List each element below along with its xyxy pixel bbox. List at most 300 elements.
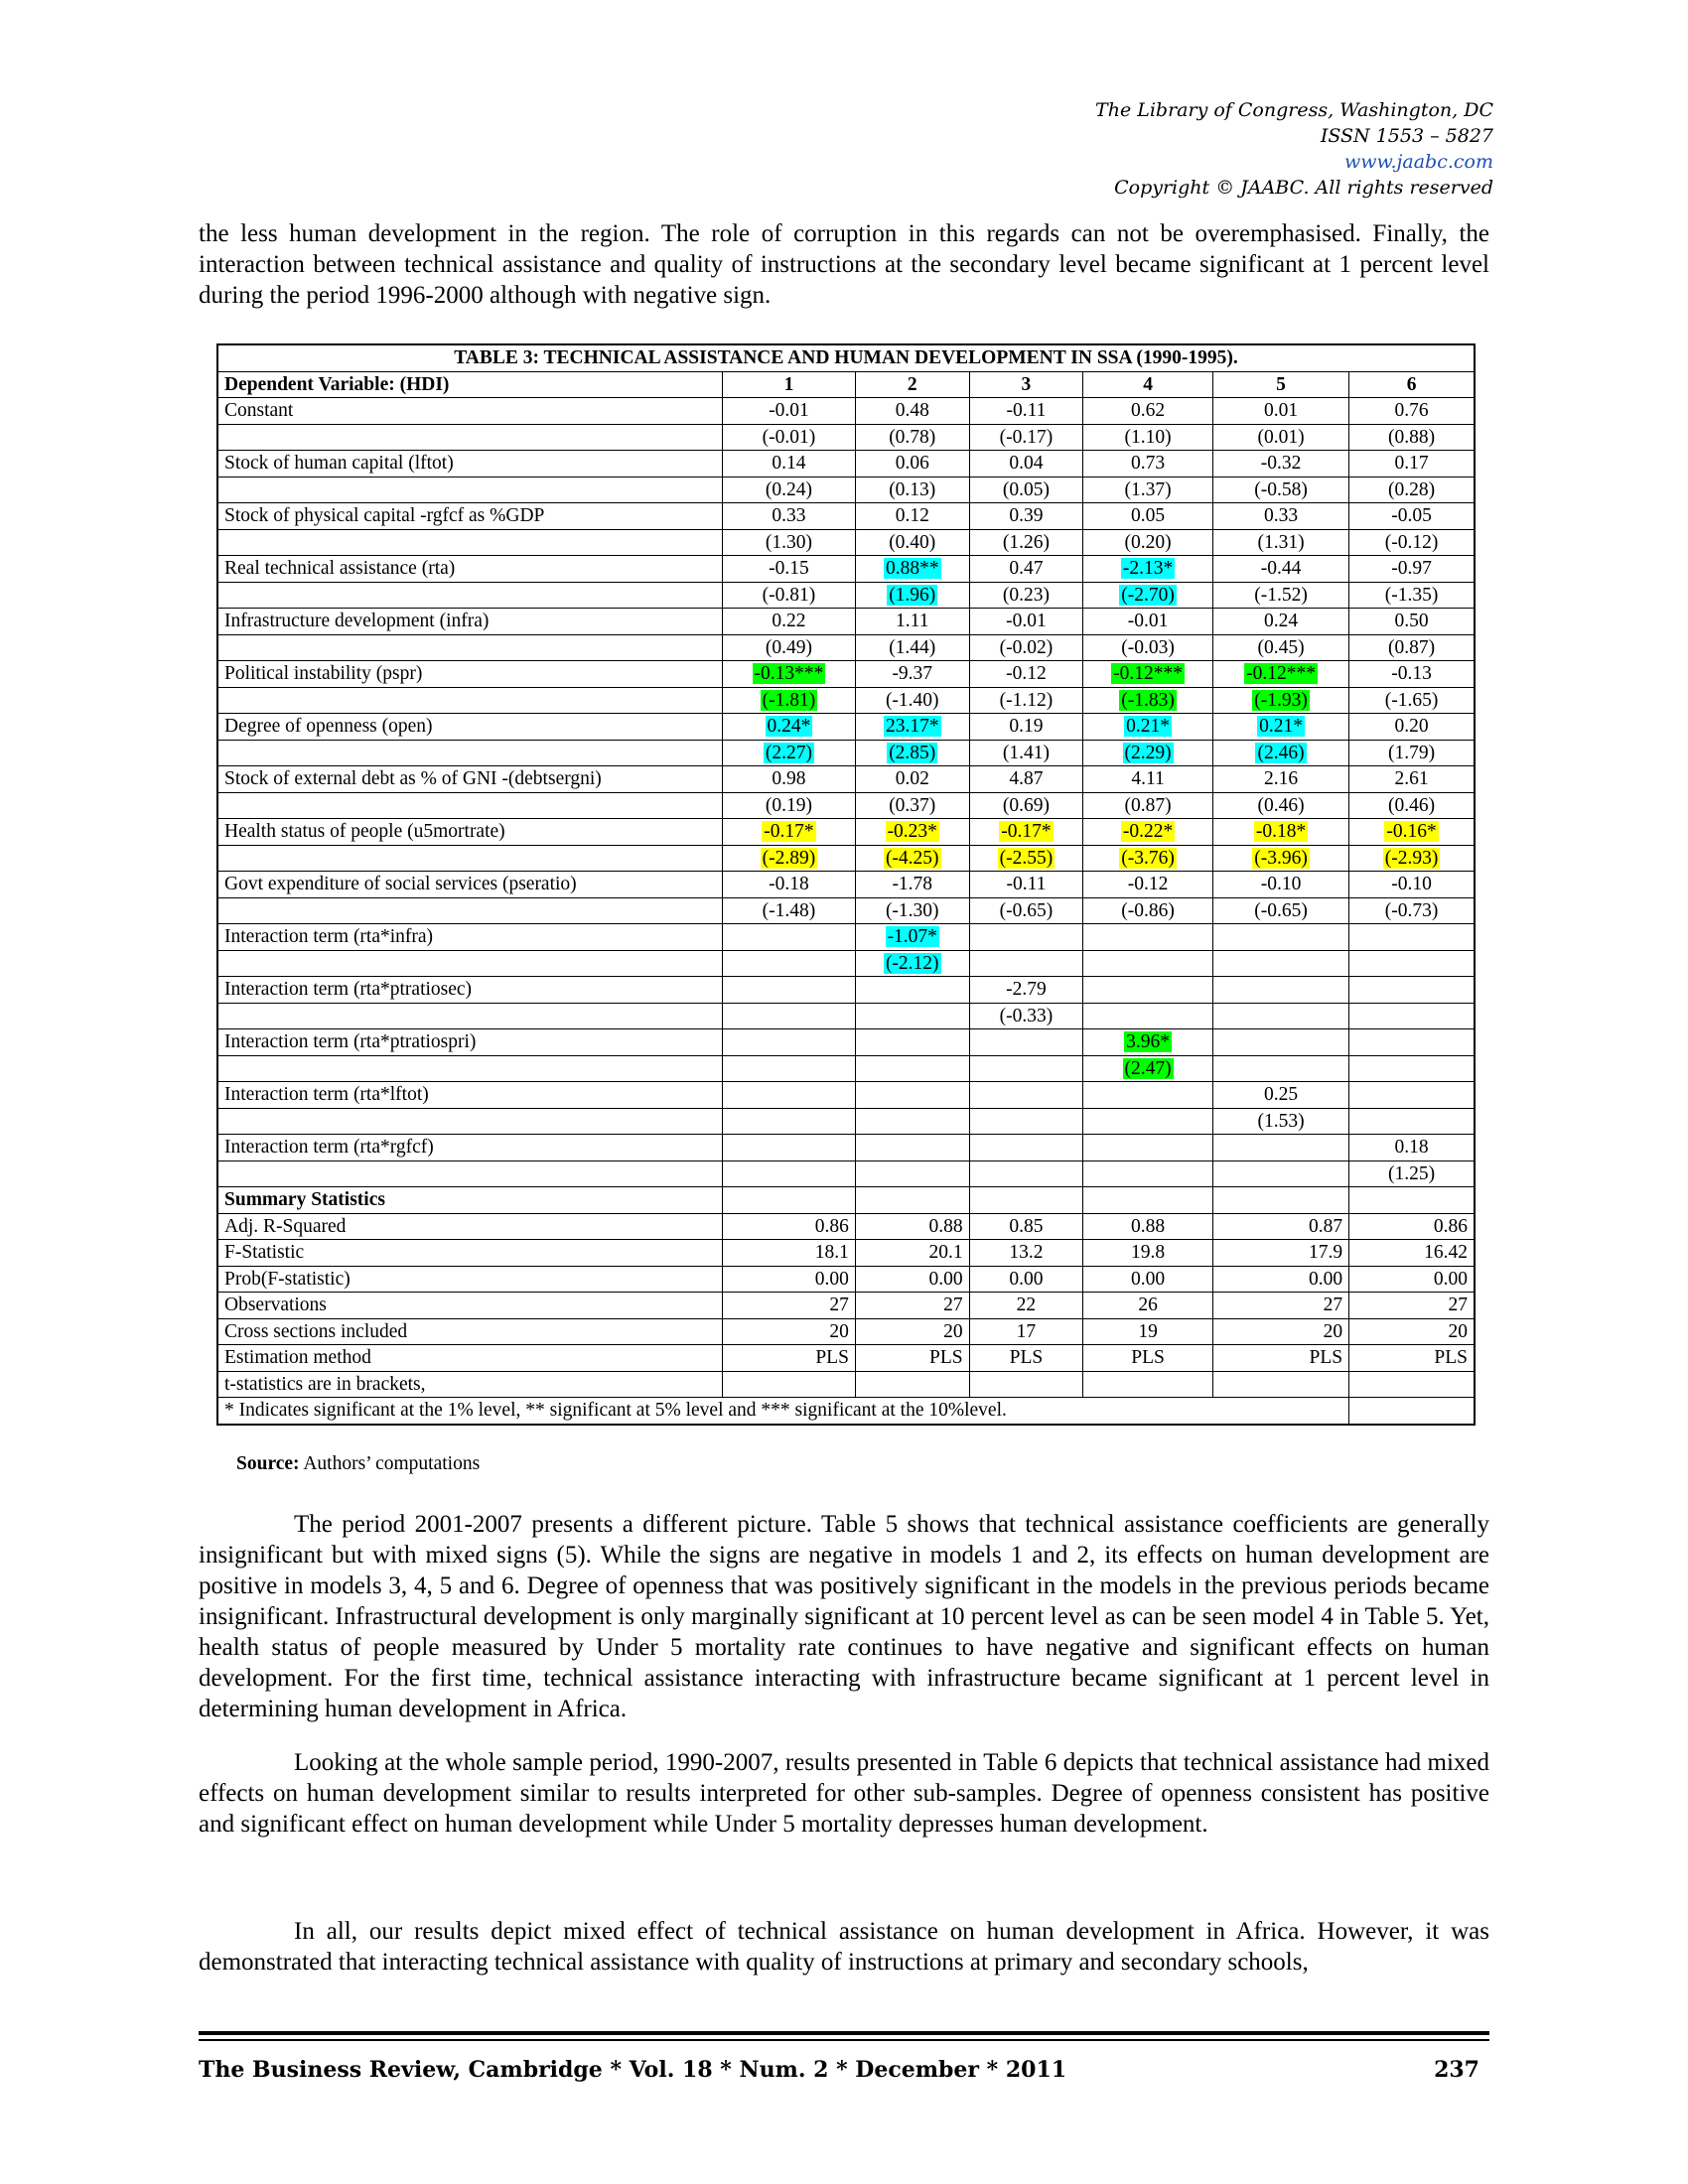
tstat-cell: (-0.65) <box>969 897 1083 924</box>
summary-value: 27 <box>855 1293 969 1319</box>
table-row <box>217 977 1475 1004</box>
coefficient-cell <box>1349 924 1475 951</box>
table-row <box>217 609 1475 635</box>
coefficient-cell: 0.48 <box>855 398 969 425</box>
coefficient-cell: 0.22 <box>722 609 855 635</box>
coefficient-cell <box>969 1135 1083 1161</box>
tstat-cell: (0.45) <box>1212 634 1348 661</box>
coefficient-cell: 0.19 <box>969 714 1083 741</box>
tstat-cell <box>969 1108 1083 1135</box>
tstat-cell <box>1349 845 1475 872</box>
row-label-empty <box>217 582 722 609</box>
coefficient-cell <box>722 1082 855 1109</box>
coefficient-cell: -2.79 <box>969 977 1083 1004</box>
table-row-tstat <box>217 792 1475 819</box>
coefficient-cell <box>722 977 855 1004</box>
coefficient-cell: 0.47 <box>969 556 1083 583</box>
coefficient-cell: 2.61 <box>1349 766 1475 793</box>
summary-value: 27 <box>722 1293 855 1319</box>
coefficient-cell: 4.11 <box>1083 766 1213 793</box>
column-header: 4 <box>1083 371 1213 398</box>
summary-value: PLS <box>855 1345 969 1372</box>
row-label: Stock of physical capital -rgfcf as %GDP <box>217 503 722 530</box>
tstat-cell <box>1212 950 1348 977</box>
coefficient-cell: 0.39 <box>969 503 1083 530</box>
coefficient-cell: 0.33 <box>722 503 855 530</box>
summary-row <box>217 1293 1475 1319</box>
tstat-cell <box>855 582 969 609</box>
summary-value: 0.86 <box>722 1213 855 1240</box>
summary-value: 0.00 <box>1083 1266 1213 1293</box>
summary-value: 17 <box>969 1318 1083 1345</box>
table-row-tstat <box>217 845 1475 872</box>
coefficient-cell <box>1212 924 1348 951</box>
coefficient-cell <box>1083 661 1213 688</box>
summary-value: 13.2 <box>969 1240 1083 1267</box>
dependent-variable-label: Dependent Variable: (HDI) <box>217 371 722 398</box>
tstat-cell <box>969 950 1083 977</box>
tstat-cell <box>1083 1003 1213 1029</box>
summary-value: PLS <box>1212 1345 1348 1372</box>
tstat-cell: (1.30) <box>722 529 855 556</box>
highlighted-value: (2.47) <box>1124 1057 1172 1079</box>
highlighted-value: (2.27) <box>765 742 812 763</box>
highlighted-value: -0.12*** <box>1246 663 1316 684</box>
tstat-cell: (-0.17) <box>969 424 1083 451</box>
empty-cell <box>1349 1187 1475 1214</box>
summary-value <box>855 1371 969 1398</box>
tstat-cell: (-1.52) <box>1212 582 1348 609</box>
highlighted-value: (-1.83) <box>1121 689 1175 711</box>
coefficient-cell: 0.04 <box>969 451 1083 478</box>
row-label-empty <box>217 1055 722 1082</box>
table-row-tstat <box>217 582 1475 609</box>
highlighted-value: 0.21* <box>1259 716 1303 737</box>
table-row-tstat <box>217 477 1475 503</box>
table-row <box>217 924 1475 951</box>
tstat-cell: (0.69) <box>969 792 1083 819</box>
tstat-cell <box>1349 950 1475 977</box>
row-label: Govt expenditure of social services (pseratio) <box>217 872 722 898</box>
coefficient-cell: 0.02 <box>855 766 969 793</box>
highlighted-value: -0.17* <box>1001 821 1052 842</box>
tstat-cell: (-0.81) <box>722 582 855 609</box>
highlighted-value: (-3.76) <box>1121 847 1175 869</box>
coefficient-cell <box>855 977 969 1004</box>
row-label-empty <box>217 529 722 556</box>
coefficient-cell <box>855 1029 969 1056</box>
empty-cell <box>969 1187 1083 1214</box>
summary-value: PLS <box>969 1345 1083 1372</box>
coefficient-cell: 0.20 <box>1349 714 1475 741</box>
summary-value: 0.00 <box>1212 1266 1348 1293</box>
coefficient-cell: 0.06 <box>855 451 969 478</box>
coefficient-cell: -0.12 <box>1083 872 1213 898</box>
tstat-cell: (-0.58) <box>1212 477 1348 503</box>
tstat-cell: (1.10) <box>1083 424 1213 451</box>
table-row-tstat <box>217 687 1475 714</box>
summary-value: 0.00 <box>969 1266 1083 1293</box>
coefficient-cell: -0.10 <box>1212 872 1348 898</box>
summary-value <box>1083 1371 1213 1398</box>
summary-value: 22 <box>969 1293 1083 1319</box>
tstat-cell: (0.19) <box>722 792 855 819</box>
summary-label: Observations <box>217 1293 722 1319</box>
tstat-cell <box>969 845 1083 872</box>
coefficient-cell <box>1349 977 1475 1004</box>
tstat-cell: (-0.02) <box>969 634 1083 661</box>
row-label-empty <box>217 1160 722 1187</box>
coefficient-cell: -0.12 <box>969 661 1083 688</box>
summary-value <box>969 1371 1083 1398</box>
summary-row <box>217 1318 1475 1345</box>
tstat-cell <box>1349 1055 1475 1082</box>
summary-row <box>217 1371 1475 1398</box>
summary-row <box>217 1345 1475 1372</box>
row-label-empty <box>217 740 722 766</box>
coefficient-cell <box>1212 661 1348 688</box>
highlighted-value: (2.46) <box>1257 742 1305 763</box>
table-row <box>217 503 1475 530</box>
body-paragraph-3: In all, our results depict mixed effect of technical assistance on human development in Africa. However, it was demonstrated that interacting technical assistance with quality of instructions at primary and secondary schools, <box>199 1918 1489 1976</box>
coefficient-cell <box>722 714 855 741</box>
coefficient-cell <box>1212 977 1348 1004</box>
table-row <box>217 1029 1475 1056</box>
tstat-cell <box>855 1003 969 1029</box>
table-row <box>217 1082 1475 1109</box>
table-row-tstat <box>217 1055 1475 1082</box>
tstat-cell: (0.20) <box>1083 529 1213 556</box>
summary-value <box>722 1371 855 1398</box>
coefficient-cell <box>855 819 969 846</box>
tstat-cell: (0.88) <box>1349 424 1475 451</box>
summary-value: 0.85 <box>969 1213 1083 1240</box>
tstat-cell <box>722 1160 855 1187</box>
tstat-cell: (0.87) <box>1349 634 1475 661</box>
coefficient-cell: -0.11 <box>969 872 1083 898</box>
tstat-cell: (-0.33) <box>969 1003 1083 1029</box>
coefficient-cell <box>855 1135 969 1161</box>
summary-value: 18.1 <box>722 1240 855 1267</box>
summary-value: 27 <box>1349 1293 1475 1319</box>
empty-cell <box>1349 1398 1475 1425</box>
tstat-cell <box>1212 687 1348 714</box>
footnote-row <box>217 1398 1475 1425</box>
coefficient-cell <box>855 714 969 741</box>
summary-header-row <box>217 1187 1475 1214</box>
highlighted-value: (-1.81) <box>762 689 816 711</box>
summary-value: PLS <box>1083 1345 1213 1372</box>
summary-label: Adj. R-Squared <box>217 1213 722 1240</box>
footer-rule-thick <box>199 2031 1489 2035</box>
summary-value: 19.8 <box>1083 1240 1213 1267</box>
row-label: Constant <box>217 398 722 425</box>
summary-header: Summary Statistics <box>217 1187 722 1214</box>
row-label: Health status of people (u5mortrate) <box>217 819 722 846</box>
table-row <box>217 766 1475 793</box>
coefficient-cell: 0.24 <box>1212 609 1348 635</box>
coefficient-cell: 0.25 <box>1212 1082 1348 1109</box>
summary-value <box>1212 1371 1348 1398</box>
tstat-cell: (0.78) <box>855 424 969 451</box>
row-label-empty <box>217 687 722 714</box>
coefficient-cell: -0.13 <box>1349 661 1475 688</box>
row-label: Interaction term (rta*rgfcf) <box>217 1135 722 1161</box>
row-label-empty <box>217 845 722 872</box>
row-label-empty <box>217 897 722 924</box>
tstat-cell: (-1.30) <box>855 897 969 924</box>
coefficient-cell <box>722 661 855 688</box>
tstat-cell: (1.44) <box>855 634 969 661</box>
table-row-tstat <box>217 634 1475 661</box>
tstat-cell <box>855 740 969 766</box>
coefficient-cell <box>1083 924 1213 951</box>
coefficient-cell: 0.76 <box>1349 398 1475 425</box>
summary-label: F-Statistic <box>217 1240 722 1267</box>
coefficient-cell: 0.98 <box>722 766 855 793</box>
coefficient-cell: 0.17 <box>1349 451 1475 478</box>
coefficient-cell <box>969 1029 1083 1056</box>
coefficient-cell <box>855 1082 969 1109</box>
coefficient-cell: 0.14 <box>722 451 855 478</box>
highlighted-value: (-1.93) <box>1254 689 1308 711</box>
tstat-cell <box>722 1003 855 1029</box>
row-label: Interaction term (rta*ptratiospri) <box>217 1029 722 1056</box>
tstat-cell <box>1212 1160 1348 1187</box>
page-header <box>1095 97 1493 201</box>
highlighted-value: (1.96) <box>889 584 936 606</box>
tstat-cell: (0.28) <box>1349 477 1475 503</box>
table-footnote: * Indicates significant at the 1% level, ** significant at 5% level and *** significant at the 10%level. <box>217 1398 1349 1425</box>
highlighted-value: (-2.93) <box>1384 847 1439 869</box>
header-copyright: Copyright © JAABC. All rights reserved <box>1114 177 1493 199</box>
tstat-cell: (0.87) <box>1083 792 1213 819</box>
coefficient-cell <box>1083 977 1213 1004</box>
tstat-cell <box>1083 582 1213 609</box>
coefficient-cell: 0.50 <box>1349 609 1475 635</box>
tstat-cell: (0.24) <box>722 477 855 503</box>
summary-label: Estimation method <box>217 1345 722 1372</box>
summary-row <box>217 1213 1475 1240</box>
tstat-cell <box>1083 845 1213 872</box>
column-header: 3 <box>969 371 1083 398</box>
results-table <box>216 343 1476 1426</box>
footer-journal: The Business Review, Cambridge * Vol. 18 * Num. 2 * December * 2011 <box>199 2057 1067 2083</box>
empty-cell <box>1083 1187 1213 1214</box>
highlighted-value: -1.07* <box>887 926 937 947</box>
table-row <box>217 819 1475 846</box>
highlighted-value: -0.13*** <box>754 663 824 684</box>
tstat-cell <box>1349 1003 1475 1029</box>
tstat-cell: (-0.73) <box>1349 897 1475 924</box>
coefficient-cell <box>1212 1029 1348 1056</box>
row-label-empty <box>217 1108 722 1135</box>
summary-value: 0.00 <box>722 1266 855 1293</box>
header-issn: ISSN 1553 – 5827 <box>1320 125 1493 147</box>
tstat-cell: (1.31) <box>1212 529 1348 556</box>
column-header: 6 <box>1349 371 1475 398</box>
summary-value: 0.00 <box>1349 1266 1475 1293</box>
tstat-cell <box>855 1108 969 1135</box>
tstat-cell: (-0.01) <box>722 424 855 451</box>
coefficient-cell: 0.33 <box>1212 503 1348 530</box>
summary-row <box>217 1266 1475 1293</box>
table-source <box>236 1453 480 1475</box>
table-row <box>217 714 1475 741</box>
coefficient-cell <box>722 924 855 951</box>
empty-cell <box>1212 1187 1348 1214</box>
row-label: Interaction term (rta*lftot) <box>217 1082 722 1109</box>
tstat-cell: (0.05) <box>969 477 1083 503</box>
coefficient-cell <box>1083 1082 1213 1109</box>
coefficient-cell <box>969 924 1083 951</box>
table-row <box>217 661 1475 688</box>
tstat-cell <box>722 740 855 766</box>
summary-label: Prob(F-statistic) <box>217 1266 722 1293</box>
coefficient-cell: -0.44 <box>1212 556 1348 583</box>
highlighted-value: -0.12*** <box>1113 663 1184 684</box>
table-row-tstat <box>217 1108 1475 1135</box>
coefficient-cell: 1.11 <box>855 609 969 635</box>
coefficient-cell <box>1083 1135 1213 1161</box>
row-label: Political instability (pspr) <box>217 661 722 688</box>
tstat-cell: (-1.35) <box>1349 582 1475 609</box>
header-library: The Library of Congress, Washington, DC <box>1095 99 1493 121</box>
coefficient-cell <box>1349 819 1475 846</box>
highlighted-value: -0.18* <box>1255 821 1307 842</box>
row-label: Infrastructure development (infra) <box>217 609 722 635</box>
column-header: 2 <box>855 371 969 398</box>
highlighted-value: (-2.70) <box>1121 584 1175 606</box>
summary-value: 26 <box>1083 1293 1213 1319</box>
coefficient-cell: -9.37 <box>855 661 969 688</box>
coefficient-cell: -0.32 <box>1212 451 1348 478</box>
tstat-cell: (-1.40) <box>855 687 969 714</box>
highlighted-value: -2.13* <box>1122 558 1174 579</box>
page-number: 237 <box>1434 2057 1479 2083</box>
tstat-cell: (0.46) <box>1349 792 1475 819</box>
table-row-tstat <box>217 424 1475 451</box>
tstat-cell <box>1083 687 1213 714</box>
body-paragraph-2: Looking at the whole sample period, 1990-2007, results presented in Table 6 depicts that technical assistance had mixed effects on human development similar to results interpreted for other sub-samples. Degree of openness consistent has positive and significant effect on human development while Under 5 mortality depresses human development. <box>199 1749 1489 1838</box>
table-row <box>217 556 1475 583</box>
table-title: TABLE 3: TECHNICAL ASSISTANCE AND HUMAN DEVELOPMENT IN SSA (1990-1995). <box>217 344 1475 371</box>
coefficient-cell: -1.78 <box>855 872 969 898</box>
highlighted-value: 0.21* <box>1126 716 1171 737</box>
source-text: Authors’ computations <box>299 1453 481 1474</box>
highlighted-value: 23.17* <box>885 716 939 737</box>
coefficient-cell: -0.01 <box>969 609 1083 635</box>
tstat-cell <box>969 1055 1083 1082</box>
page-footer <box>199 2057 1489 2083</box>
highlighted-value: (-2.12) <box>885 952 939 974</box>
coefficient-cell <box>855 556 969 583</box>
summary-value: PLS <box>1349 1345 1475 1372</box>
row-label-empty <box>217 424 722 451</box>
highlighted-value: (-4.25) <box>885 847 939 869</box>
tstat-cell <box>855 1055 969 1082</box>
summary-value: 16.42 <box>1349 1240 1475 1267</box>
summary-value: 20 <box>1349 1318 1475 1345</box>
coefficient-cell <box>969 819 1083 846</box>
tstat-cell: (0.23) <box>969 582 1083 609</box>
coefficient-cell <box>1349 1029 1475 1056</box>
intro-paragraph: the less human development in the region. The role of corruption in this regards can not be overemphasised. Finally, the interaction between technical assistance and quality of instructions at the secondary level became significant at 1 percent level during the period 1996-2000 although with negative sign. <box>199 220 1489 309</box>
coefficient-cell: 2.16 <box>1212 766 1348 793</box>
column-header: 5 <box>1212 371 1348 398</box>
row-label-empty <box>217 1003 722 1029</box>
highlighted-value: 3.96* <box>1126 1031 1171 1052</box>
summary-value: 0.86 <box>1349 1213 1475 1240</box>
coefficient-cell: 0.12 <box>855 503 969 530</box>
summary-label: t-statistics are in brackets, <box>217 1371 722 1398</box>
table-row-tstat <box>217 1160 1475 1187</box>
row-label-empty <box>217 792 722 819</box>
highlighted-value: (-3.96) <box>1254 847 1308 869</box>
highlighted-value: 0.24* <box>767 716 811 737</box>
row-label-empty <box>217 477 722 503</box>
tstat-cell: (-0.03) <box>1083 634 1213 661</box>
tstat-cell: (-1.65) <box>1349 687 1475 714</box>
tstat-cell: (1.25) <box>1349 1160 1475 1187</box>
highlighted-value: (2.85) <box>889 742 936 763</box>
footer-rule-thin <box>199 2039 1489 2041</box>
coefficient-cell: -0.01 <box>722 398 855 425</box>
tstat-cell: (0.40) <box>855 529 969 556</box>
highlighted-value: -0.17* <box>764 821 814 842</box>
table-row <box>217 398 1475 425</box>
tstat-cell <box>1212 1003 1348 1029</box>
summary-value: PLS <box>722 1345 855 1372</box>
tstat-cell: (0.13) <box>855 477 969 503</box>
summary-value: 0.88 <box>1083 1213 1213 1240</box>
source-label: Source: <box>236 1453 300 1474</box>
tstat-cell: (-0.12) <box>1349 529 1475 556</box>
coefficient-cell: -0.18 <box>722 872 855 898</box>
row-label: Stock of human capital (lftot) <box>217 451 722 478</box>
coefficient-cell: -0.11 <box>969 398 1083 425</box>
tstat-cell: (1.53) <box>1212 1108 1348 1135</box>
tstat-cell <box>1083 740 1213 766</box>
tstat-cell: (-1.48) <box>722 897 855 924</box>
tstat-cell: (-0.65) <box>1212 897 1348 924</box>
row-label: Degree of openness (open) <box>217 714 722 741</box>
column-header: 1 <box>722 371 855 398</box>
summary-value: 19 <box>1083 1318 1213 1345</box>
coefficient-cell: -0.10 <box>1349 872 1475 898</box>
coefficient-cell: 0.05 <box>1083 503 1213 530</box>
tstat-cell <box>1349 1108 1475 1135</box>
highlighted-value: (2.29) <box>1124 742 1172 763</box>
coefficient-cell <box>1083 714 1213 741</box>
tstat-cell <box>1212 1055 1348 1082</box>
coefficient-cell <box>969 1082 1083 1109</box>
tstat-cell <box>969 1160 1083 1187</box>
row-label: Interaction term (rta*ptratiosec) <box>217 977 722 1004</box>
summary-label: Cross sections included <box>217 1318 722 1345</box>
summary-value: 20 <box>722 1318 855 1345</box>
table-row <box>217 451 1475 478</box>
header-url-link[interactable]: www.jaabc.com <box>1343 151 1493 173</box>
table-row-tstat <box>217 950 1475 977</box>
summary-value: 17.9 <box>1212 1240 1348 1267</box>
coefficient-cell <box>1212 1135 1348 1161</box>
tstat-cell: (0.37) <box>855 792 969 819</box>
summary-value: 20 <box>855 1318 969 1345</box>
coefficient-cell: -0.97 <box>1349 556 1475 583</box>
table-row-tstat <box>217 740 1475 766</box>
body-paragraph-1: The period 2001-2007 presents a different picture. Table 5 shows that technical assistance coefficients are generally insignificant but with mixed signs (5). While the signs are negative in models 1 and 2, its effects on human development are positive in models 3, 4, 5 and 6. Degree of openness that was positively significant in the models in the previous periods became insignificant. Infrastructural development is only marginally significant at 10 percent level as can be seen model 4 in Table 5. Yet, health status of people measured by Under 5 mortality rate continues to have negative and significant effects on human development. For the first time, technical assistance interacting with infrastructure became significant at 1 percent level in determining human development in Africa. <box>199 1511 1489 1722</box>
